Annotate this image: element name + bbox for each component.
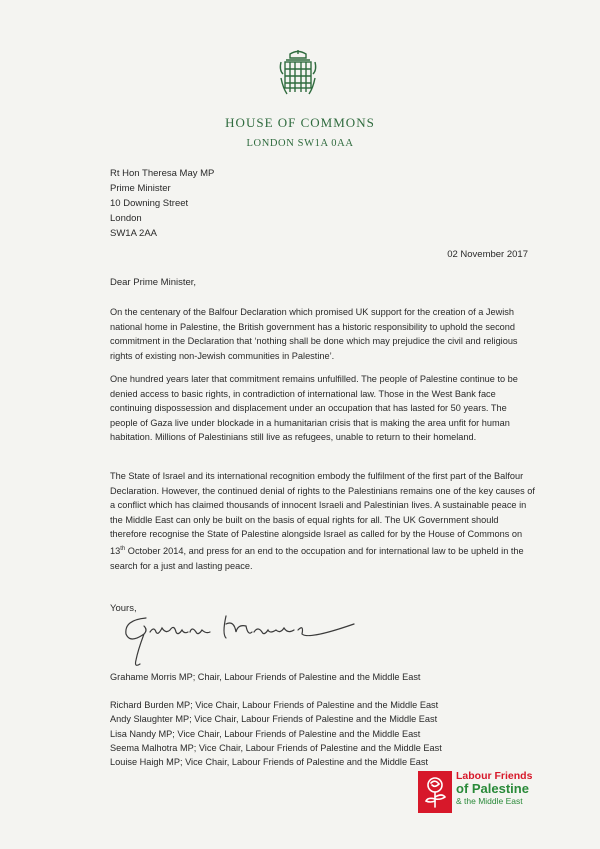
logo-line-1: Labour Friends	[456, 770, 533, 782]
handwritten-signature	[118, 604, 358, 672]
recipient-line: 10 Downing Street	[110, 198, 189, 209]
logo-line-3: & the Middle East	[456, 796, 523, 806]
rose-icon	[418, 771, 452, 813]
letterhead-address: LONDON SW1A 0AA	[246, 138, 354, 149]
vice-chair-line: Richard Burden MP; Vice Chair, Labour Friends of Palestine and the Middle East	[110, 700, 439, 710]
paragraph-3-text-end: October 2014, and press for an end to the occupation and for international law to be upheld in the search for a just and lasting peace.	[110, 546, 524, 571]
paragraph-3	[110, 469, 535, 573]
letterhead-title: HOUSE OF COMMONS	[225, 115, 375, 130]
vice-chair-line: Andy Slaughter MP; Vice Chair, Labour Friends of Palestine and the Middle East	[110, 714, 438, 725]
paragraph-2: One hundred years later that commitment remains unfulfilled. The people of Palestine continue to be denied access to basic rights, in contradiction of international law. Those in the West Bank face continuing dispossession and displacement under an occupation that has lasted for 50 years. The people of Gaza live under blockade in a humanitarian crisis that is making the area unfit for human habitation. Millions of Palestinians still live as refugees, unable to return to their homeland.	[110, 374, 518, 443]
paragraph-1: On the centenary of the Balfour Declaration which promised UK support for the creation of a Jewish national home in Palestine, the British government has a historic responsibility to uphold the second commitment in the Declaration that ‘nothing shall be done which may prejudice the civil and religious rights of existing non-Jewish communities in Palestine’.	[110, 307, 518, 361]
vice-chair-line: Seema Malhotra MP; Vice Chair, Labour Friends of Palestine and the Middle East	[110, 742, 442, 753]
vice-chair-line: Louise Haigh MP; Vice Chair, Labour Friends of Palestine and the Middle East	[110, 757, 428, 768]
rose-logo-box	[418, 771, 452, 813]
logo-text	[456, 771, 532, 807]
ordinal-suffix: th	[120, 545, 126, 552]
vice-chairs-list	[110, 698, 442, 769]
recipient-line: Prime Minister	[110, 183, 171, 194]
recipient-line: SW1A 2AA	[110, 228, 157, 239]
closing: Yours,	[110, 603, 137, 614]
letter-date: 02 November 2017	[447, 249, 528, 260]
labour-friends-logo	[418, 770, 533, 813]
recipient-line: London	[110, 213, 142, 224]
logo-line-2: of Palestine	[456, 781, 529, 796]
paragraph-3-text: The State of Israel and its international recognition embody the fulfilment of the first part of the Balfour Declaration. However, the continued denial of rights to the Palestinians remains one of the key causes of a conflict which has claimed thousands of innocent Israeli and Palestinian lives. A sustainable peace in the Middle East can only be built on the basis of equal rights for all. The UK Government should therefore recognise the State of Palestine alongside Israel as called for by the House of Commons on 13	[110, 471, 535, 557]
salutation: Dear Prime Minister,	[110, 277, 197, 288]
recipient-line: Rt Hon Theresa May MP	[110, 168, 215, 179]
vice-chair-line: Lisa Nandy MP; Vice Chair, Labour Friends of Palestine and the Middle East	[110, 728, 421, 739]
signatory-line: Grahame Morris MP; Chair, Labour Friends of Palestine and the Middle East	[110, 672, 421, 682]
recipient-address	[110, 166, 214, 241]
portcullis-crest-icon	[277, 48, 319, 100]
